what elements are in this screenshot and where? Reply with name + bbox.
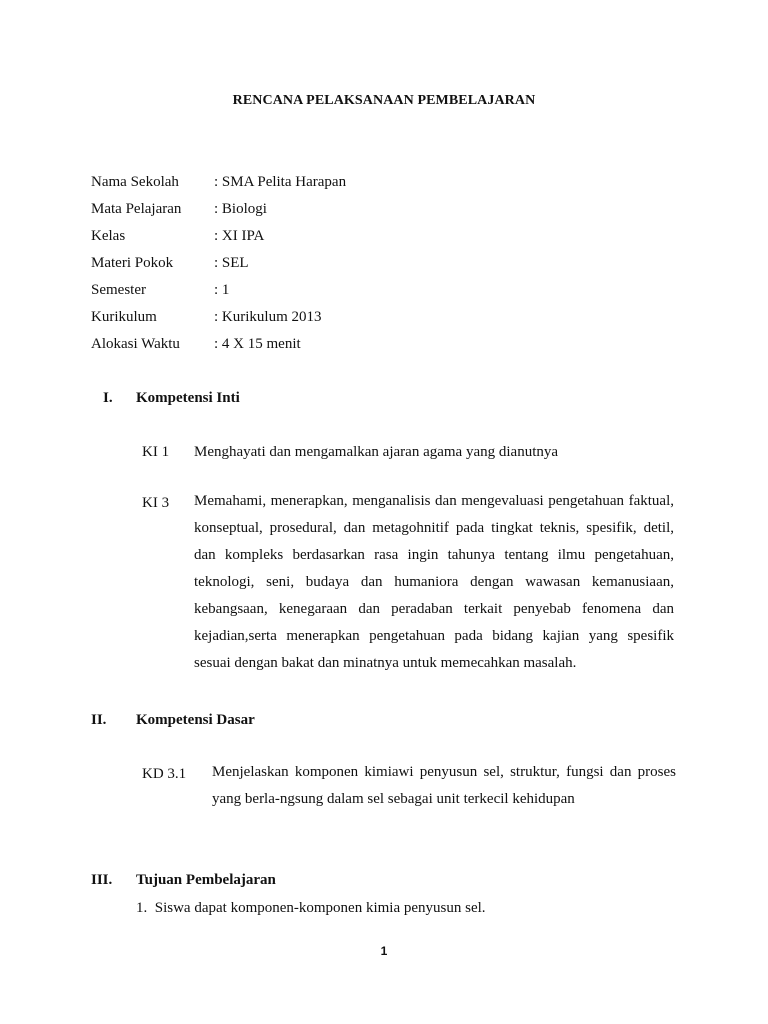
ki-text-3 xyxy=(194,488,674,677)
ki-text-1: Menghayati dan mengamalkan ajaran agama yang dianutnya xyxy=(194,444,559,460)
ki-3-line: sesuai dengan bakat dan minatnya untuk memecahkan masalah. xyxy=(194,655,577,671)
ki-3-line: dan kompleks berdasarkan rasa ingin tahunya tentang ilmu pengetahuan, xyxy=(194,547,674,563)
objective-item-1: 1. Siswa dapat komponen-komponen kimia penyusun sel. xyxy=(136,900,486,916)
kd-code-3-1: KD 3.1 xyxy=(142,766,187,782)
ki-3-line: konseptual, prosedural, dan metagohnitif pada tingkat teknis, spesifik, detil, xyxy=(194,520,674,536)
identity-label-school: Nama Sekolah xyxy=(91,174,179,190)
section-number-1: I. xyxy=(103,390,113,406)
identity-value-time: : 4 X 15 menit xyxy=(214,336,301,352)
kd-line: Menjelaskan komponen kimiawi penyusun sel, struktur, fungsi dan proses xyxy=(212,764,676,780)
section-title-tujuan-pembelajaran: Tujuan Pembelajaran xyxy=(136,872,276,888)
identity-value-school: : SMA Pelita Harapan xyxy=(214,174,347,190)
ki-code-1: KI 1 xyxy=(142,444,170,460)
identity-value-topic: : SEL xyxy=(214,255,249,271)
identity-value-class: : XI IPA xyxy=(214,228,265,244)
identity-label-time: Alokasi Waktu xyxy=(91,336,180,352)
identity-label-topic: Materi Pokok xyxy=(91,255,174,271)
identity-value-subject: : Biologi xyxy=(214,201,267,217)
section-number-3: III. xyxy=(91,872,113,888)
page-number: 1 xyxy=(380,944,388,958)
identity-label-curriculum: Kurikulum xyxy=(91,309,157,325)
ki-3-line: Memahami, menerapkan, menganalisis dan mengevaluasi pengetahuan faktual, xyxy=(194,493,674,509)
kd-text-3-1 xyxy=(212,759,676,813)
ki-3-line: kejadian,serta menerapkan pengetahuan pada bidang kajian yang spesifik xyxy=(194,628,674,644)
identity-label-subject: Mata Pelajaran xyxy=(91,201,182,217)
section-title-kompetensi-inti: Kompetensi Inti xyxy=(136,390,240,406)
section-title-kompetensi-dasar: Kompetensi Dasar xyxy=(136,712,255,728)
identity-label-semester: Semester xyxy=(91,282,146,298)
identity-value-curriculum: : Kurikulum 2013 xyxy=(214,309,322,325)
document-title: RENCANA PELAKSANAAN PEMBELAJARAN xyxy=(232,93,536,108)
ki-code-3: KI 3 xyxy=(142,495,170,511)
kd-line: yang berla-ngsung dalam sel sebagai unit terkecil kehidupan xyxy=(212,791,575,807)
section-number-2: II. xyxy=(91,712,107,728)
identity-label-class: Kelas xyxy=(91,228,126,244)
identity-value-semester: : 1 xyxy=(214,282,230,298)
ki-3-line: teknologi, seni, budaya dan humaniora dengan wawasan kemanusiaan, xyxy=(194,574,674,590)
ki-3-line: kebangsaan, kenegaraan dan peradaban terkait penyebab fenomena dan xyxy=(194,601,674,617)
